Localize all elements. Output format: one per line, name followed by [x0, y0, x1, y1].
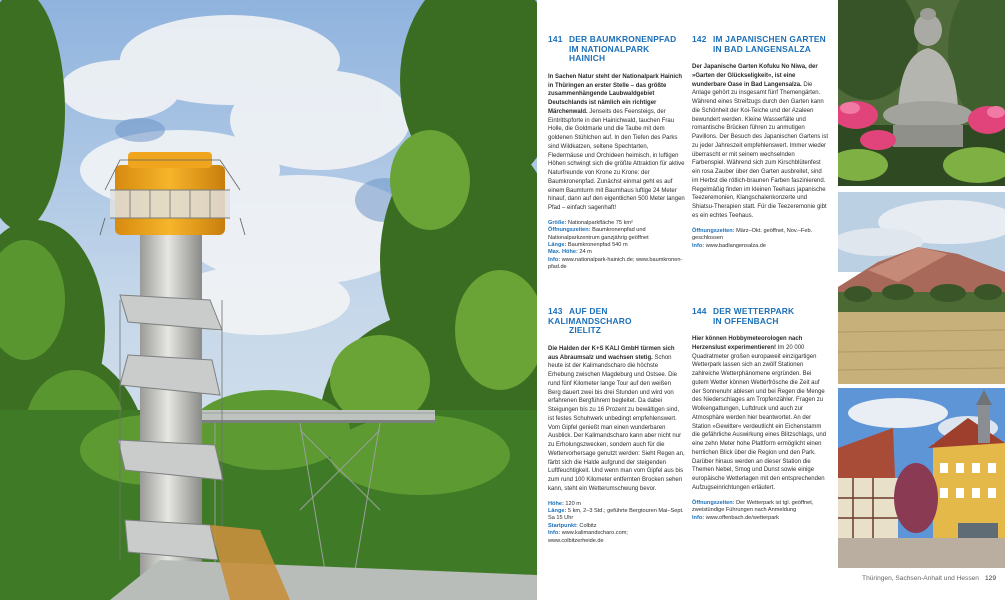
article-lead: Der Japanische Garten Kofuku No Niwa, der »Garten der Glückseligkeit«, ist eine wunderbare Oase in Bad Langensalza. — [692, 64, 818, 88]
fact-label: Info: — [548, 256, 561, 263]
article-number: 144 — [692, 306, 707, 316]
fact-label: Info: — [692, 242, 705, 249]
fact-row — [692, 228, 829, 243]
article-143 — [548, 307, 685, 545]
article-body: Schon heute ist der Kalimandscharo die höchste Erhebung zwischen Magdeburg und Ostsee. Die rund fünf Kilometer lange Tour auf den weißen Berg dauert zwei bis drei Stunden und wird von erfahrenen Bergführern begleitet. Da dabei Steigungen bis zu 16 Prozent zu bewältigen sind, ist festes Schuhwerk unbedingt empfehlenswert. Vom Gipfel genießt man einen wunderbaren Ausblick. Der Kalimandscharo kann aber nicht nur zu Erholungszwecken, sondern auch für die Wettervorhersage genutzt werden: Sieht Regen an, färbt sich die Halde aufgrund der steigenden Luftfeuchtigkeit. Und wenn man vom Gipfel aus bis zum rund 100 Kilometer entfernten Brocken sehen kann, steht ein Wetterumschwung bevor. — [548, 354, 685, 492]
article-facts — [692, 228, 829, 250]
article-text — [692, 63, 829, 221]
article-lead: In Sachen Natur steht der Nationalpark Hainich in Thüringen an erster Stelle – das größte zusammenhängende Laubwaldgebiet Deutschlands ist nämlich ein richtiger Märchenwald. — [548, 73, 683, 115]
fact-label: Öffnungszeiten: — [692, 227, 735, 234]
photo-japanese-garden — [838, 0, 1005, 186]
fact-value: Der Wetterpark ist tgl. geöffnet, zweistündige Führungen nach Anmeldung — [692, 499, 814, 514]
article-title-line2: IM NATIONALPARK HAINICH — [569, 43, 650, 64]
fact-row — [548, 249, 685, 256]
fact-label: Info: — [692, 514, 705, 521]
fact-label: Öffnungszeiten: — [548, 227, 591, 234]
article-heading — [692, 307, 829, 326]
article-heading — [548, 35, 685, 64]
article-number: 143 — [548, 306, 563, 316]
article-body: Jenseits des Feensteigs, der Eintrittspforte in den Hainichwald, tauchen Frau Holle, die Goldmarie und die Taube mit dem goldenen Stühlchen auf. In den Tiefen des Parks sind Wildkatzen, seltene Spechtarten, Fledermäuse und Orchideen heimisch, in luftigen Höhen schwingt sich die größte Attraktion für aktive Naturfreunde von Krone zu Krone: der Baumkronenpfad. Zunächst einmal geht es auf einem Baumturm mit Baumhaus luftige 24 Meter hinauf, dann auf den eigentlichen 500 Meter langen Pfad – einfach sagenhaft! — [548, 108, 685, 212]
page-number: 129 — [984, 575, 996, 582]
fact-value: www.offenbach.de/wetterpark — [705, 514, 779, 521]
article-141 — [548, 35, 685, 272]
fact-value: www.kalimandscharo.com; www.colbitzerheide.de — [548, 530, 628, 544]
fact-value: Baumkronenpfad und Nationalparkzentrum ganzjährig geöffnet — [548, 227, 649, 241]
article-title-line1: DER BAUMKRONENPFAD — [569, 34, 677, 44]
fact-value: Baumkronenpfad 540 m — [567, 242, 628, 248]
article-title-line1: AUF DEN KALIMANDSCHARO — [548, 306, 632, 326]
fact-value: März–Okt. geöffnet, Nov.–Feb. geschlossen — [692, 227, 813, 242]
fact-label: Größe: — [548, 219, 567, 226]
fact-label: Info: — [548, 530, 561, 537]
article-text — [548, 345, 685, 494]
fact-label: Höhe: — [548, 500, 564, 507]
fact-row — [548, 523, 685, 530]
fact-value: 120 m — [565, 500, 581, 507]
fact-row — [548, 501, 685, 508]
fact-value: Nationalparkfläche 75 km² — [567, 219, 633, 226]
article-body: Im 20 000 Quadratmeter großen europaweit einzigartigen Wetterpark lassen sich an zwölf Stationen zahlreiche Wetterphänomene ergründen. Bei gutem Wetter können Wetterfrösche die Zeit auf der Sonnenuhr ablesen und bei Regen die Menge des Niederschlages am Tropfenzähler. Fragen zu Wolkengattungen, Luftdruck und auch zur Atmosphäre werden hier beantwortet. An der Station »Gewitter« verdeutlicht ein Eichenstamm die gefährliche Auswirkung eines Blitzschlags, und eine zehn Meter hohe Plattform ermöglicht einen herrlichen Blick über die Region und den Park. Darüber hinaus werden an dieser Station die Themen Nebel, Smog und Dunst sowie einige europäische Wetterlagen mit den entsprechenden Aufzugseinrichtungen erläutert. — [692, 344, 827, 491]
fact-row — [692, 500, 829, 515]
fact-row — [548, 242, 685, 249]
page-footer — [838, 575, 996, 587]
article-text — [548, 73, 685, 213]
article-lead: Die Halden der K+S KALI GmbH türmen sich aus Abraumsalz und wachsen stetig. — [548, 345, 675, 361]
article-title-line2: IN OFFENBACH — [713, 315, 779, 326]
photo-wetterpark-town — [838, 388, 1005, 568]
fact-value: www.nationalpark-hainich.de; www.baumkronen-pfad.de — [548, 256, 683, 271]
article-144 — [692, 307, 829, 522]
article-lead: Hier können Hobbymeteorologen nach Herzenslust experimentieren! — [692, 336, 803, 351]
town-illustration — [838, 388, 1005, 568]
article-title-line2: ZIELITZ — [569, 325, 602, 336]
article-facts — [548, 501, 685, 545]
article-number: 142 — [692, 34, 707, 44]
fact-label: Öffnungszeiten: — [692, 499, 735, 506]
article-142 — [692, 35, 829, 250]
fact-value: www.badlangensalza.de — [705, 242, 767, 249]
article-title-line2: IN BAD LANGENSALZA — [713, 43, 812, 54]
salt-mountain-illustration — [838, 192, 1005, 384]
footer-region: Thüringen, Sachsen-Anhalt und Hessen — [862, 575, 979, 582]
fact-value: 5 km, 2–3 Std.; geführte Bergtouren Mai–Sept. Sa 15 Uhr — [548, 507, 684, 522]
article-number: 141 — [548, 34, 563, 44]
buddha-illustration — [838, 0, 1005, 186]
fact-row — [692, 515, 829, 522]
fact-row — [548, 257, 685, 272]
article-facts — [692, 500, 829, 522]
fact-label: Startpunkt: — [548, 522, 578, 529]
article-body: Die Anlage gehört zu insgesamt fünf Themengärten. Während eines Streifzugs durch den Garten kann die Schönheit der Koi-Teiche und der Azaleen bewundert werden. Kleine Wasserfälle und romantische Brücken führen zu anmutigen Pavillons. Der Besuch des Japanischen Gartens ist zu jeder Jahreszeit empfehlenswert. Immer wieder überrascht er mit seinem wechselnden Farbenspiel. Während sich zum Kirschblütenfest ein rosa Zauber über den Garten ausbreitet, sind im Herbst die rötlich-braunen Farben faszinierend. Regelmäßig finden im kleinen Teehaus japanische Teezeremonien, Klangschalenkonzerte und Shiatsu-Therapien statt. Für die Teezeremonie gibt es ein echtes Teehaus. — [692, 81, 829, 219]
fact-label: Länge: — [548, 507, 567, 514]
article-text — [692, 335, 829, 493]
article-title-line1: IM JAPANISCHEN GARTEN — [713, 34, 826, 44]
fact-row — [548, 530, 685, 545]
article-facts — [548, 220, 685, 272]
fact-value: Colbitz — [579, 522, 597, 529]
article-heading — [548, 307, 685, 336]
fact-row — [548, 508, 685, 523]
fact-value: 24 m — [579, 249, 592, 256]
photo-kalimandscharo — [838, 192, 1005, 384]
fact-label: Länge: — [548, 242, 567, 248]
fact-row — [548, 227, 685, 242]
article-title-line1: DER WETTERPARK — [713, 306, 795, 316]
fact-label: Max. Höhe: — [548, 249, 578, 256]
fact-row — [692, 243, 829, 250]
article-heading — [692, 35, 829, 54]
